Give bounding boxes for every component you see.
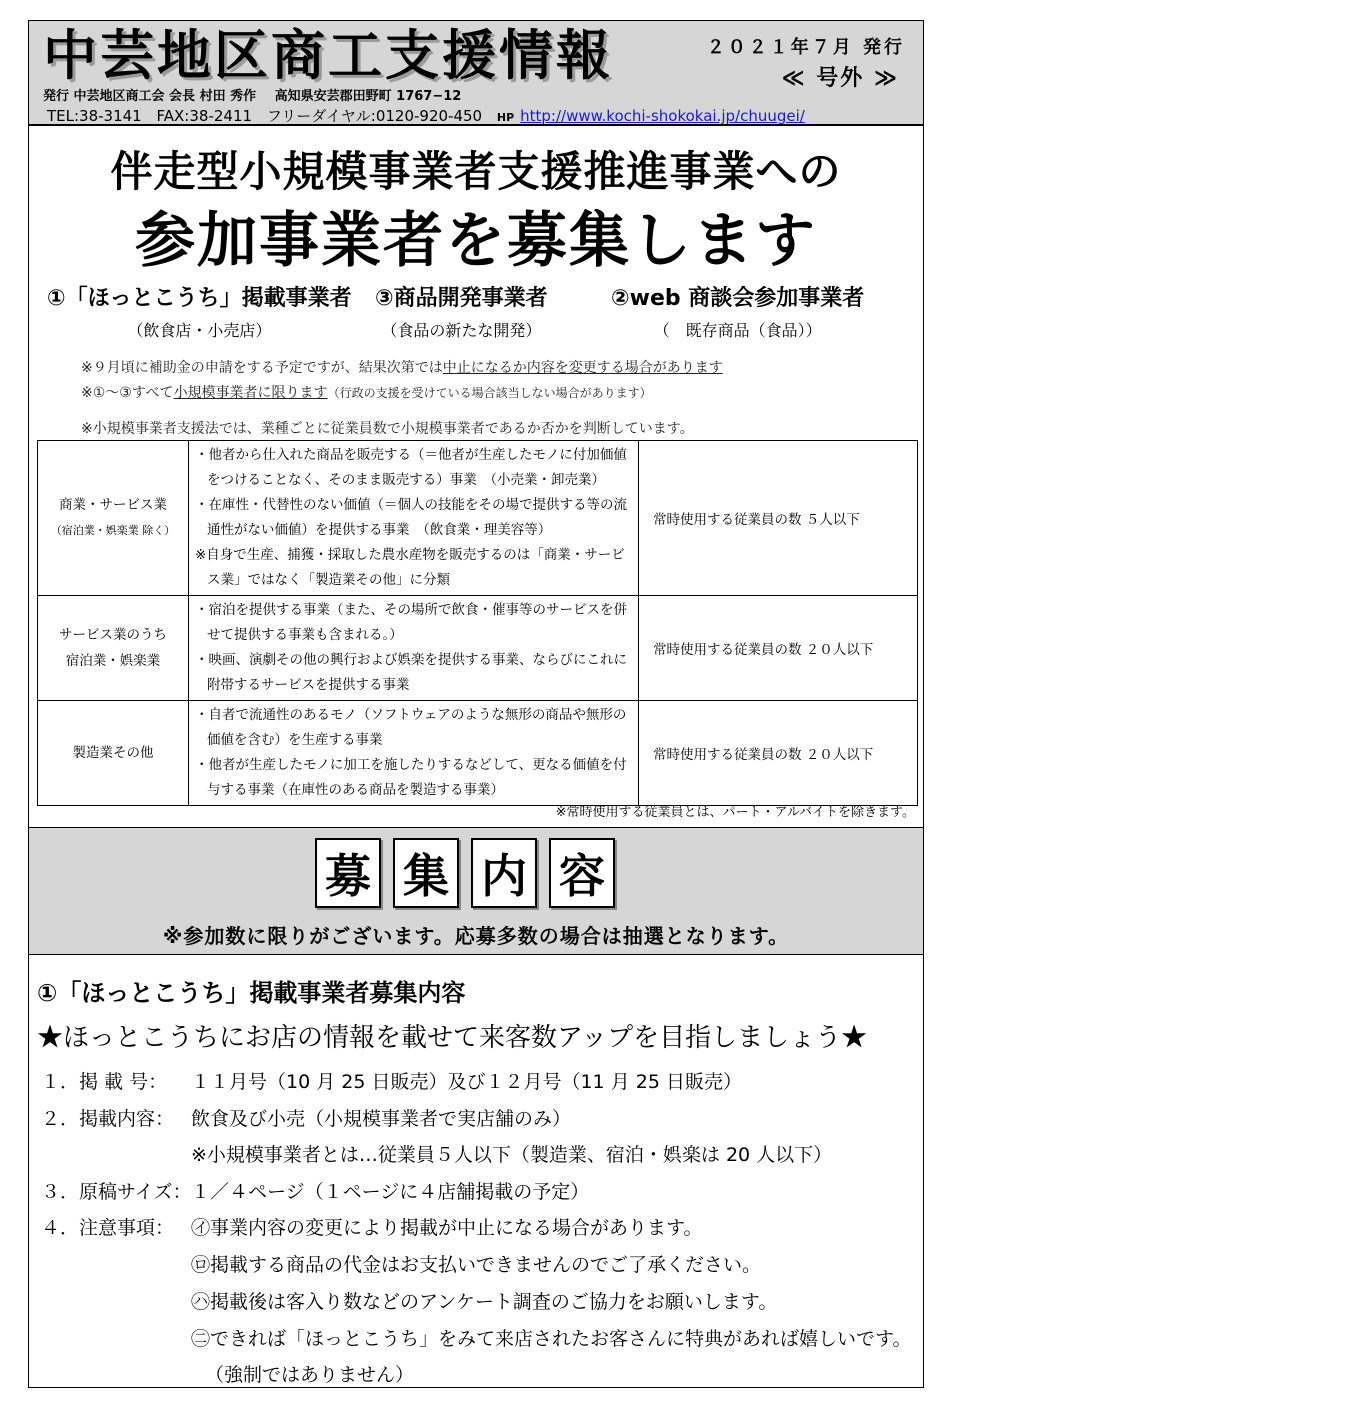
contact-line xyxy=(47,105,805,126)
table-cell-category: サービス業のうち 宿泊業・娯楽業 xyxy=(38,596,189,701)
table-cell-limit: 常時使用する従業員の数 ５人以下 xyxy=(639,441,918,596)
table-cell-category: 商業・サービス業 （宿泊業・娯楽業 除く） xyxy=(38,441,189,596)
list-item-sub: ※小規模事業者とは…従業員５人以下（製造業、宿泊・娯楽は 20 人以下） xyxy=(191,1144,833,1166)
list-item: ４．注意事項： ㋑事業内容の変更により掲載が中止になる場合があります。 xyxy=(41,1217,703,1239)
list-item-sub: ㋩掲載後は客入り数などのアンケート調査のご協力をお願いします。 xyxy=(191,1291,778,1313)
heading-char: 容 xyxy=(549,838,615,908)
table-row xyxy=(38,596,918,701)
flyer-page xyxy=(28,20,924,1388)
hp-label: HP xyxy=(496,111,515,124)
newsletter-title: 中芸地区商工支援情報 xyxy=(43,24,613,87)
list-item: ３．原稿サイズ：１／４ページ（１ページに４店舗掲載の予定） xyxy=(41,1181,590,1203)
category-hotkochi: ①「ほっとこうち」掲載事業者 （飲食店・小売店） xyxy=(47,286,352,340)
fax: FAX:38-2411 xyxy=(156,107,253,125)
category-web-meeting: ②web 商談会参加事業者 （ 既存商品（食品）） xyxy=(611,286,865,340)
list-item-sub: （強制ではありません） xyxy=(205,1364,415,1386)
business-size-table xyxy=(37,440,918,806)
issue-extra-label: ≪ 号外 ≫ xyxy=(781,66,899,91)
table-cell-description: ・宿泊を提供する事業（また、その場所で飲食・催事等のサービスを併せて提供する事業も含まれる。） ・映画、演劇その他の興行および娯楽を提供する事業、ならびにこれに附帯するサービスを提供する事業 xyxy=(189,596,639,701)
tel: TEL:38-3141 xyxy=(47,107,142,125)
note-subsidy: ※９月頃に補助金の申請をする予定ですが、結果次第では中止になるか内容を変更する場合があります xyxy=(81,360,723,376)
headline-line2: 参加事業者を募集します xyxy=(135,206,817,276)
freedial: フリーダイヤル:0120-920-450 xyxy=(266,107,483,125)
heading-char: 募 xyxy=(315,838,381,908)
list-item: １．掲 載 号： １１月号（10 月 25 日販売）及び１２月号（11 月 25 日販売） xyxy=(41,1071,742,1093)
publisher: 発行 中芸地区商工会 会長 村田 秀作 xyxy=(43,89,257,104)
table-cell-category: 製造業その他 xyxy=(38,701,189,806)
table-cell-limit: 常時使用する従業員の数 ２０人以下 xyxy=(639,596,918,701)
table-cell-limit: 常時使用する従業員の数 ２０人以下 xyxy=(639,701,918,806)
note-law: ※小規模事業者支援法では、業種ごとに従業員数で小規模事業者であるか否かを判断しています。 xyxy=(81,421,694,437)
recruitment-note: ※参加数に限りがございます。応募多数の場合は抽選となります。 xyxy=(162,924,790,948)
section-lead: ★ほっとこうちにお店の情報を載せて来客数アップを目指しましょう★ xyxy=(37,1023,868,1053)
heading-char: 内 xyxy=(471,838,537,908)
newsletter-header xyxy=(29,21,923,126)
table-row xyxy=(38,701,918,806)
list-item: ２．掲載内容： 飲食及び小売（小規模事業者で実店舗のみ） xyxy=(41,1108,572,1130)
recruitment-band xyxy=(29,827,923,955)
note-eligibility: ※①～③すべて小規模事業者に限ります（行政の支援を受けている場合該当しない場合があります） xyxy=(81,385,652,401)
homepage-link[interactable]: http://www.kochi-shokokai.jp/chuugei/ xyxy=(520,107,805,125)
list-item-sub: ㋺掲載する商品の代金はお支払いできませんのでご了承ください。 xyxy=(191,1254,762,1276)
issue-date: ２０２１年７月 発行 xyxy=(706,37,905,58)
publisher-line xyxy=(43,85,475,104)
table-footnote: ※常時使用する従業員とは、パート・アルバイトを除きます。 xyxy=(555,805,915,820)
table-cell-description: ・他者から仕入れた商品を販売する（＝他者が生産したモノに付加価値をつけることなく、そのまま販売する）事業 （小売業・卸売業） ・在庫性・代替性のない価値（＝個人の技能をその場で提供する等の流通性がない価値）を提供する事業 （飲食業・理美容等） ※自身で生産、捕獲・採取した農水産物を販売するのは「商業・サービス業」ではなく「製造業その他」に分類 xyxy=(189,441,639,596)
headline-line1: 伴走型小規模事業者支援推進事業への xyxy=(110,147,842,196)
recruitment-heading xyxy=(315,838,615,908)
table-cell-description: ・自者で流通性のあるモノ（ソフトウェアのような無形の商品や無形の価値を含む）を生産する事業 ・他者が生産したモノに加工を施したりするなどして、更なる価値を付与する事業（在庫性のある商品を製造する事業） xyxy=(189,701,639,806)
list-item-sub: ㊁できれば「ほっとこうち」をみて来店されたお客さんに特典があれば嬉しいです。 xyxy=(191,1328,912,1350)
section-title: ①「ほっとこうち」掲載事業者募集内容 xyxy=(37,979,466,1007)
table-row xyxy=(38,441,918,596)
category-product-development: ③商品開発事業者 （食品の新たな開発） xyxy=(375,286,548,340)
address: 高知県安芸郡田野町 1767−12 xyxy=(274,89,462,104)
heading-char: 集 xyxy=(393,838,459,908)
